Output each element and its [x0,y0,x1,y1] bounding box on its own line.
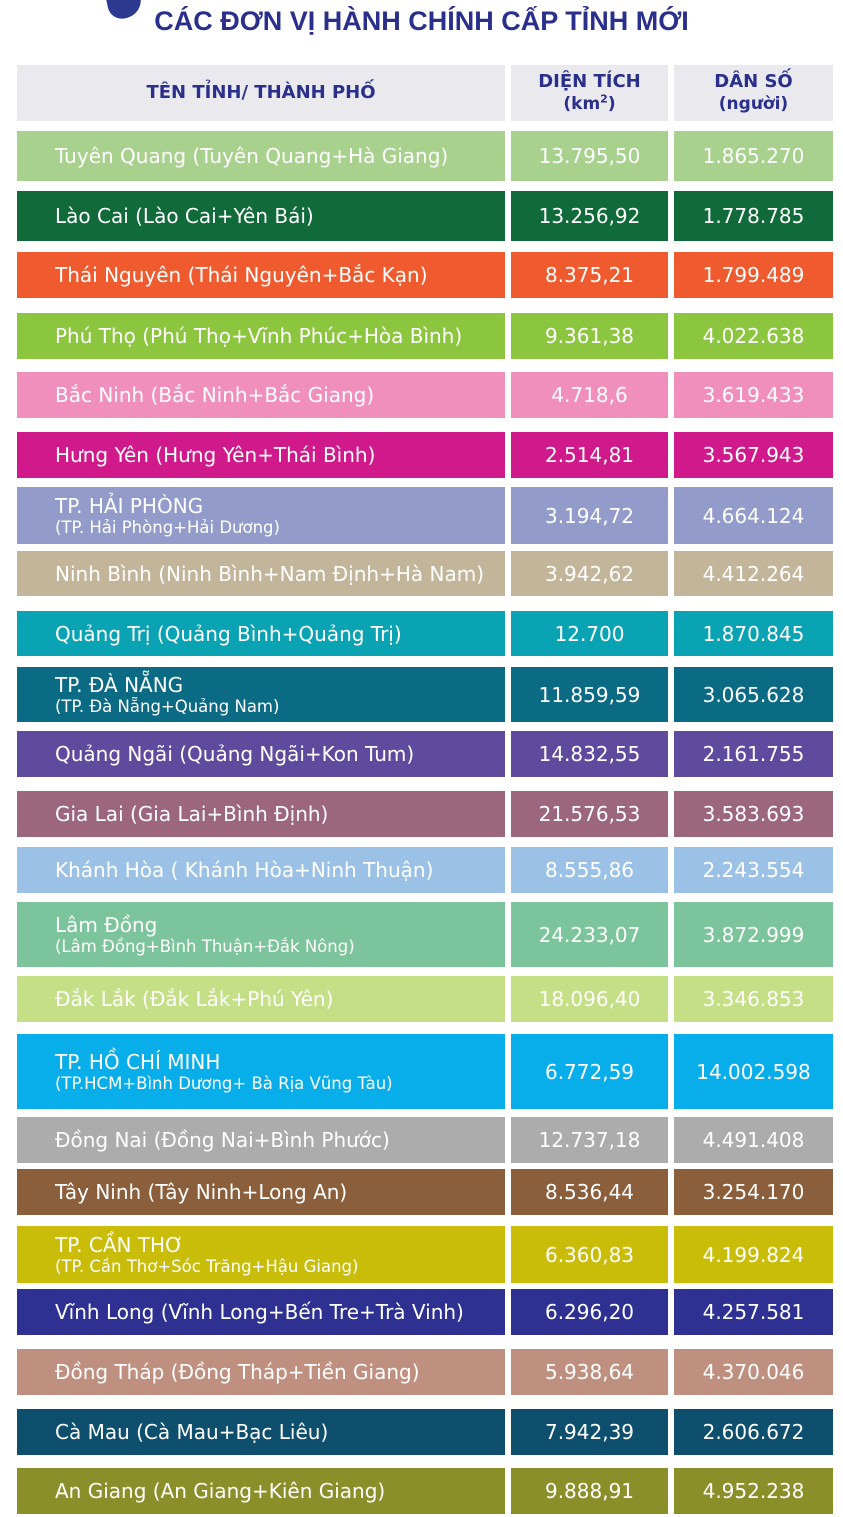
population-cell: 3.254.170 [674,1169,833,1215]
population-cell: 4.412.264 [674,551,833,596]
area-cell: 9.361,38 [511,313,668,359]
population-cell: 3.583.693 [674,791,833,837]
header-population-unit: (người) [718,94,789,114]
province-name-cell [17,432,505,478]
province-name-cell [17,667,505,722]
area-cell: 13.795,50 [511,131,668,181]
table-row [17,1289,833,1335]
population-cell: 1.778.785 [674,191,833,241]
area-cell: 12.700 [511,611,668,656]
area-cell: 8.536,44 [511,1169,668,1215]
area-cell: 5.938,64 [511,1349,668,1395]
population-cell: 1.865.270 [674,131,833,181]
population-cell: 3.065.628 [674,667,833,722]
table-row [17,731,833,777]
area-cell: 11.859,59 [511,667,668,722]
table-row [17,131,833,181]
table-header [17,65,833,121]
province-name-cell [17,791,505,837]
population-cell: 2.161.755 [674,731,833,777]
province-name-cell [17,313,505,359]
header-name-label: TÊN TỈNH/ THÀNH PHỐ [146,82,376,103]
province-name-cell [17,1117,505,1163]
province-name-cell [17,372,505,418]
area-cell: 8.375,21 [511,252,668,298]
province-name: Quảng Trị (Quảng Bình+Quảng Trị) [55,621,402,646]
area-cell: 3.194,72 [511,487,668,544]
table-row [17,487,833,544]
province-name: TP. HỒ CHÍ MINH [55,1049,221,1074]
province-merge-note: (Lâm Đồng+Bình Thuận+Đắk Nông) [55,936,355,956]
population-cell: 3.619.433 [674,372,833,418]
table-row [17,667,833,722]
province-name-cell [17,1349,505,1395]
province-merge-note: (TP. Đà Nẵng+Quảng Nam) [55,696,280,716]
table-row [17,1349,833,1395]
population-cell: 14.002.598 [674,1034,833,1109]
province-name: Gia Lai (Gia Lai+Bình Định) [55,802,329,826]
table-row [17,847,833,893]
province-name-cell [17,731,505,777]
table-row [17,791,833,837]
province-name: Ninh Bình (Ninh Bình+Nam Định+Hà Nam) [55,561,485,586]
area-cell: 4.718,6 [511,372,668,418]
province-name: An Giang (An Giang+Kiên Giang) [55,1479,386,1503]
population-cell: 3.346.853 [674,976,833,1022]
table-row [17,1117,833,1163]
table-row [17,611,833,656]
table-row [17,432,833,478]
area-cell: 8.555,86 [511,847,668,893]
population-cell: 3.872.999 [674,902,833,967]
table-row [17,976,833,1022]
province-name: Phú Thọ (Phú Thọ+Vĩnh Phúc+Hòa Bình) [55,324,463,348]
province-name-cell [17,902,505,967]
province-name: Đồng Nai (Đồng Nai+Bình Phước) [55,1128,390,1152]
area-cell: 24.233,07 [511,902,668,967]
province-name: Vĩnh Long (Vĩnh Long+Bến Tre+Trà Vinh) [55,1300,464,1324]
area-cell: 2.514,81 [511,432,668,478]
population-cell: 4.370.046 [674,1349,833,1395]
table-row [17,551,833,596]
population-cell: 3.567.943 [674,432,833,478]
province-merge-note: (TP.HCM+Bình Dương+ Bà Rịa Vũng Tàu) [55,1073,393,1093]
province-name-cell [17,191,505,241]
header-population [674,65,833,121]
province-name: TP. HẢI PHÒNG [55,493,204,518]
population-cell: 4.664.124 [674,487,833,544]
province-name: Bắc Ninh (Bắc Ninh+Bắc Giang) [55,383,375,407]
table-row [17,1034,833,1109]
province-name: Lào Cai (Lào Cai+Yên Bái) [55,204,314,228]
table-row [17,313,833,359]
population-cell: 2.243.554 [674,847,833,893]
population-cell: 4.257.581 [674,1289,833,1335]
province-name-cell [17,847,505,893]
area-cell: 14.832,55 [511,731,668,777]
header-area-label: DIỆN TÍCH [538,71,641,92]
header-area-unit-text: (km [563,94,601,114]
table-row [17,1169,833,1215]
province-name-cell [17,1226,505,1283]
province-name-cell [17,1468,505,1514]
province-name: Lâm Đồng [55,912,158,937]
table-row [17,1226,833,1283]
province-merge-note: (TP. Hải Phòng+Hải Dương) [55,517,280,537]
area-cell: 3.942,62 [511,551,668,596]
population-cell: 4.491.408 [674,1117,833,1163]
province-name: Đắk Lắk (Đắk Lắk+Phú Yên) [55,987,334,1011]
province-name-cell [17,611,505,656]
province-name: TP. ĐÀ NẴNG [55,672,184,697]
province-name-cell [17,1034,505,1109]
province-name-cell [17,551,505,596]
area-cell: 6.296,20 [511,1289,668,1335]
table-row [17,902,833,967]
province-name: Đồng Tháp (Đồng Tháp+Tiền Giang) [55,1360,420,1384]
province-name: Quảng Ngãi (Quảng Ngãi+Kon Tum) [55,742,415,766]
header-area-unit [563,93,615,115]
area-cell: 21.576,53 [511,791,668,837]
province-name: Tuyên Quang (Tuyên Quang+Hà Giang) [55,144,449,168]
province-name-cell [17,976,505,1022]
area-cell: 7.942,39 [511,1409,668,1455]
area-cell: 12.737,18 [511,1117,668,1163]
population-cell: 4.952.238 [674,1468,833,1514]
province-name-cell [17,1169,505,1215]
population-cell: 4.022.638 [674,313,833,359]
province-name: Tây Ninh (Tây Ninh+Long An) [55,1180,348,1204]
province-name: TP. CẦN THƠ [55,1232,184,1257]
header-area-unit-sup: 2 [600,92,608,106]
area-cell: 18.096,40 [511,976,668,1022]
population-cell: 1.799.489 [674,252,833,298]
province-name: Khánh Hòa ( Khánh Hòa+Ninh Thuận) [55,858,434,882]
province-merge-note: (TP. Cần Thơ+Sóc Trăng+Hậu Giang) [55,1256,359,1276]
population-cell: 4.199.824 [674,1226,833,1283]
province-name-cell [17,1289,505,1335]
area-cell: 9.888,91 [511,1468,668,1514]
table-row [17,252,833,298]
province-name: Thái Nguyên (Thái Nguyên+Bắc Kạn) [55,263,428,287]
page-title: CÁC ĐƠN VỊ HÀNH CHÍNH CẤP TỈNH MỚI [154,6,689,36]
header-area [511,65,668,121]
table-row [17,1409,833,1455]
area-cell: 6.772,59 [511,1034,668,1109]
header-area-unit-close: ) [607,94,616,114]
table-row [17,1468,833,1514]
province-name: Cà Mau (Cà Mau+Bạc Liêu) [55,1420,329,1444]
population-cell: 2.606.672 [674,1409,833,1455]
area-cell: 6.360,83 [511,1226,668,1283]
province-name-cell [17,252,505,298]
province-name-cell [17,1409,505,1455]
table-row [17,191,833,241]
province-name: Hưng Yên (Hưng Yên+Thái Bình) [55,443,376,467]
province-name-cell [17,487,505,544]
area-cell: 13.256,92 [511,191,668,241]
header-population-label: DÂN SỐ [714,71,793,92]
header-name [17,65,505,121]
province-name-cell [17,131,505,181]
population-cell: 1.870.845 [674,611,833,656]
table-row [17,372,833,418]
